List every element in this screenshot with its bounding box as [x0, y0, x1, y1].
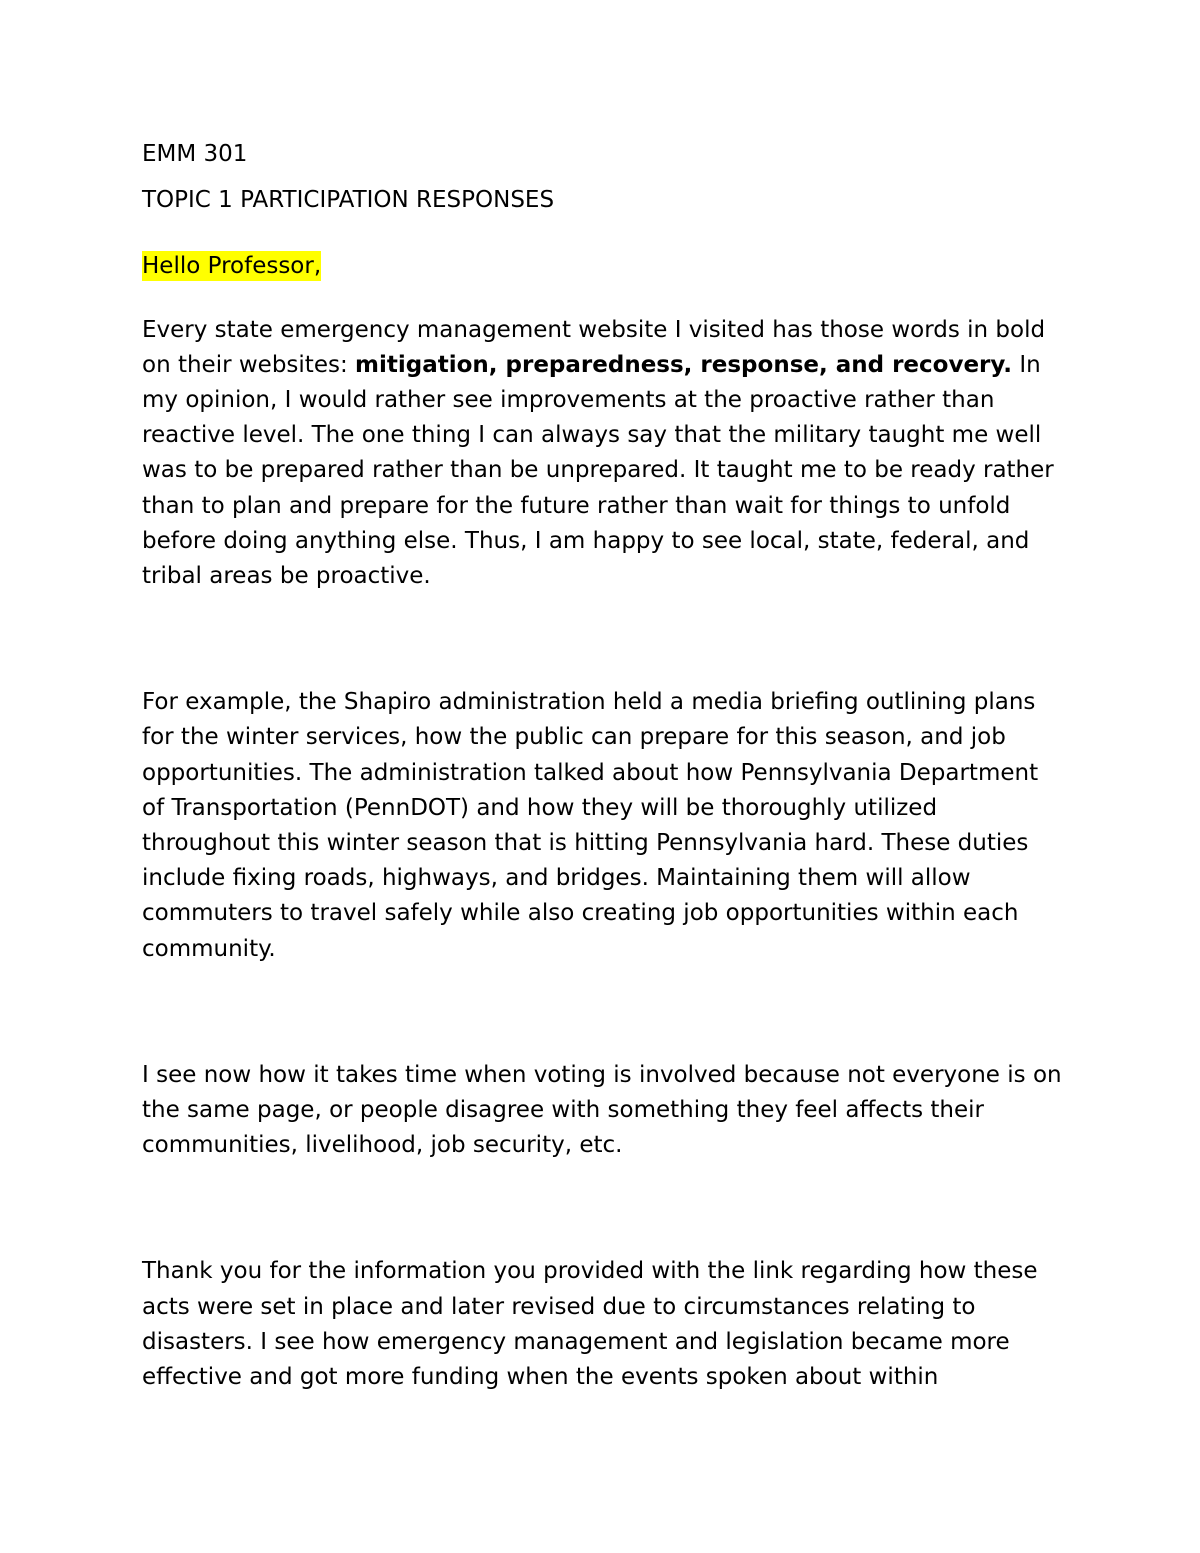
paragraph-1-rest: In my opinion, I would rather see improvements at the proactive rather than reactive level. The one thing I can always say that the military taught me well was to be prepared rather than be unprepared. It taught me to be ready rather than to plan and prepare for the future rather than wait for things to unfold before doing anything else. Thus, I am happy to see local, state, federal, and tribal areas be proactive. — [142, 351, 1054, 590]
paragraph-1-bold-terms: mitigation, preparedness, response, and recovery. — [355, 351, 1013, 378]
paragraph-1 — [142, 313, 1062, 595]
paragraph-3: I see now how it takes time when voting is involved because not everyone is on the same page, or people disagree with something they feel affects their communities, livelihood, job security, etc. — [142, 1061, 1062, 1159]
paragraph-1-intro: Every state emergency management website I visited has those words in bold on their websites: — [142, 316, 1046, 378]
paragraph-2: For example, the Shapiro administration held a media briefing outlining plans for the winter services, how the public can prepare for this season, and job opportunities. The administration talked about how Pennsylvania Department of Transportation (PennDOT) and how they will be thoroughly utilized throughout this winter season that is hitting Pennsylvania hard. These duties include fixing roads, highways, and bridges. Maintaining them will allow commuters to travel safely while also creating job opportunities within each community. — [142, 689, 1039, 962]
document-title: TOPIC 1 PARTICIPATION RESPONSES — [142, 187, 555, 214]
document-body — [142, 137, 1062, 1395]
greeting-line — [142, 249, 1062, 284]
course-code: EMM 301 — [142, 141, 248, 167]
greeting-highlight: Hello Professor, — [142, 253, 322, 280]
paragraph-4: Thank you for the information you provided with the link regarding how these acts were set in place and later revised due to circumstances relating to disasters. I see how emergency management and legislation became more effective and got more funding when the events spoken about within — [142, 1258, 1038, 1391]
